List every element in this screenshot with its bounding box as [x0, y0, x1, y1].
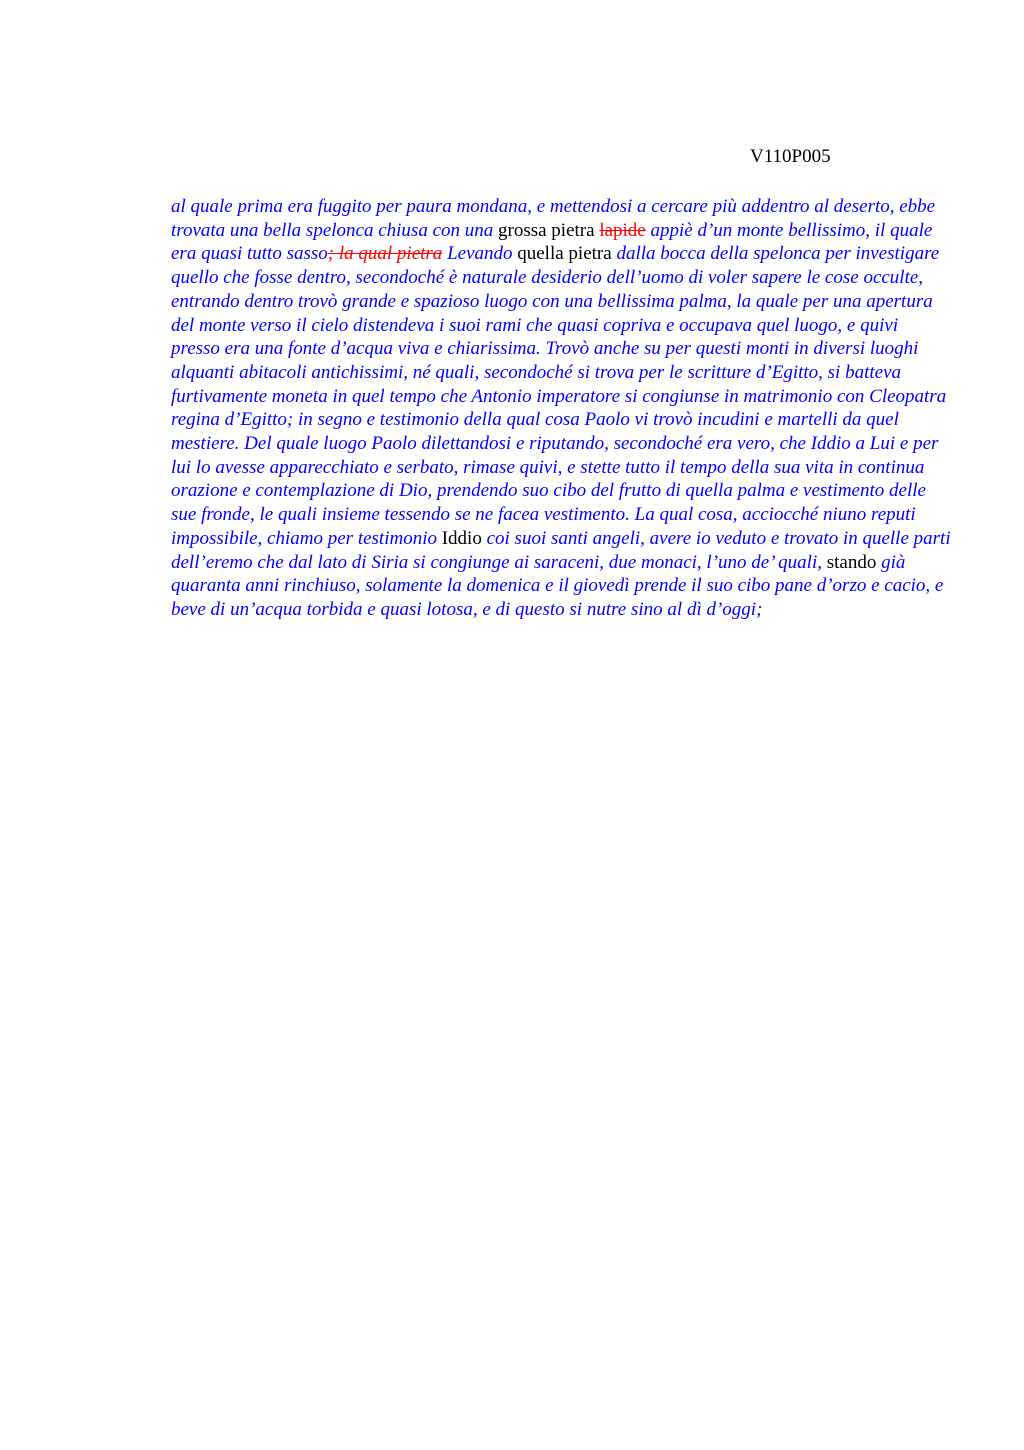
text-segment-base: Iddio — [441, 527, 482, 549]
text-segment-deleted: lapide — [599, 219, 646, 241]
page-id: V110P005 — [750, 146, 831, 167]
text-segment-added: già quaranta anni rinchiuso, solamente la domenica e il giovedì prende il suo cibo pane d’orzo e cacio, e beve di un’acqua torbida e quasi lotosa, e di questo si nutre sino al dì d’oggi; — [171, 551, 944, 620]
text-segment-added: coi suoi santi angeli, avere io veduto e trovato in quelle parti dell’eremo che dal lato di Siria si congiunge ai saraceni, due monaci, l’uno de’ quali, — [171, 527, 951, 573]
text-segment-added: dalla bocca della spelonca per investigare quello che fosse dentro, secondoché è naturale desiderio dell’uomo di voler sapere le cose occulte, entrando dentro trovò grande e spazioso luogo con una bellissima palma, la quale per una apertura del monte verso il cielo distendeva i suoi rami che quasi copriva e occupava quel luogo, e quivi presso era una fonte d’acqua viva e chiarissima. Trovò anche su per questi monti in diversi luoghi alquanti abitacoli antichissimi, né quali, secondoché si trova per le scritture d’Egitto, si batteva furtivamente moneta in quel tempo che Antonio imperatore si congiunse in matrimonio con Cleopatra regina d’Egitto; in segno e testimonio della qual cosa Paolo vi trovò incudini e martelli da quel mestiere. Del quale luogo Paolo dilettandosi e riputando, secondoché era vero, che Iddio a Lui e per lui lo avesse apparecchiato e serbato, rimase quivi, e stette tutto il tempo della sua vita in continua orazione e contemplazione di Dio, prendendo suo cibo del frutto di quella palma e vestimento delle sue fronde, le quali insieme tessendo se ne facea vestimento. La qual cosa, acciocché niuno reputi impossibile, chiamo per testimonio — [171, 243, 947, 549]
text-segment-deleted: ; la qual pietra — [327, 243, 443, 265]
body-paragraph — [171, 195, 951, 622]
text-segment-added: al quale prima era fuggito per paura mondana, e mettendosi a cercare più addentro al deserto, ebbe trovata una bella spelonca chiusa con una — [171, 196, 936, 241]
text-segment-base: quella pietra — [517, 243, 612, 265]
text-segment-added: appiè d’un monte bellissimo, il quale era quasi tutto sasso — [171, 219, 933, 265]
text-segment-added: Levando — [442, 243, 518, 265]
text-segment-base: stando — [826, 551, 877, 573]
text-segment-base: grossa pietra — [498, 219, 600, 241]
